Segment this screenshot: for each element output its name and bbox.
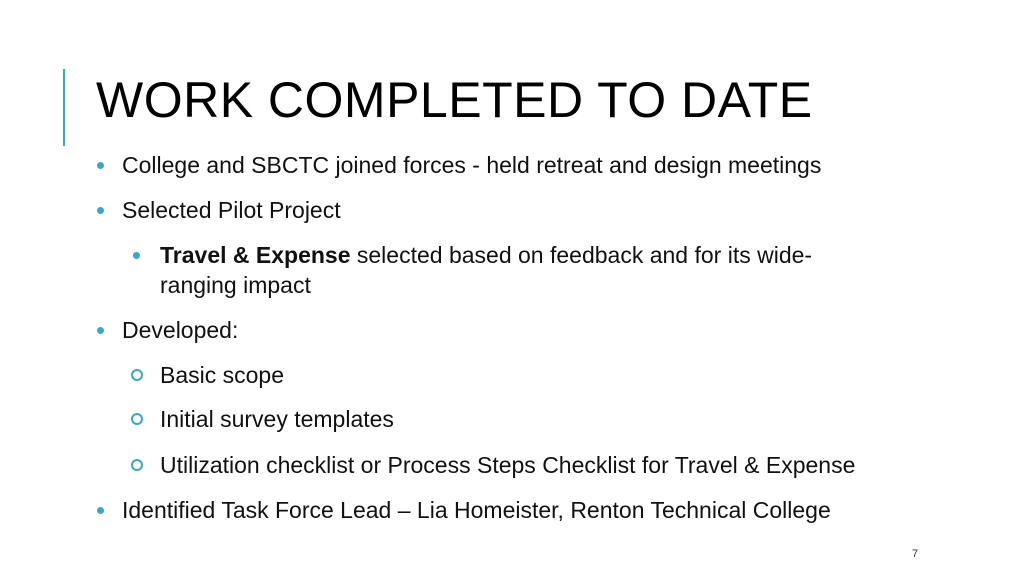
bullet-text: College and SBCTC joined forces - held retreat and design meetings (122, 152, 822, 178)
bullet-text: selected based on feedback and for its wide- (350, 242, 813, 268)
bullet-dot-icon (97, 207, 104, 214)
bullet-text: Basic scope (160, 362, 285, 388)
sub-bullet-item (160, 240, 812, 270)
bullet-dot-icon (97, 162, 104, 169)
bullet-ring-icon (131, 413, 143, 425)
bullet-item (122, 315, 238, 345)
bullet-bold-text: Travel & Expense (160, 242, 351, 268)
page-number: 7 (912, 548, 919, 560)
bullet-ring-icon (131, 369, 143, 381)
sub-bullet-item (160, 404, 394, 434)
bullet-item (122, 195, 341, 225)
bullet-text: Selected Pilot Project (122, 197, 341, 223)
sub-bullet-item (160, 360, 284, 390)
sub-bullet-continuation (160, 270, 311, 300)
slide-title: WORK COMPLETED TO DATE (96, 72, 813, 128)
bullet-text: Developed: (122, 317, 239, 343)
bullet-dot-icon (133, 252, 140, 259)
bullet-item (122, 150, 821, 180)
bullet-ring-icon (131, 459, 143, 471)
bullet-text: Identified Task Force Lead – Lia Homeister, Renton Technical College (122, 497, 831, 523)
bullet-item (122, 495, 831, 525)
bullet-text: ranging impact (160, 272, 311, 298)
bullet-text: Utilization checklist or Process Steps Checklist for Travel & Expense (160, 452, 856, 478)
bullet-dot-icon (97, 327, 104, 334)
bullet-text: Initial survey templates (160, 406, 394, 432)
bullet-dot-icon (97, 507, 104, 514)
sub-bullet-item (160, 450, 855, 480)
